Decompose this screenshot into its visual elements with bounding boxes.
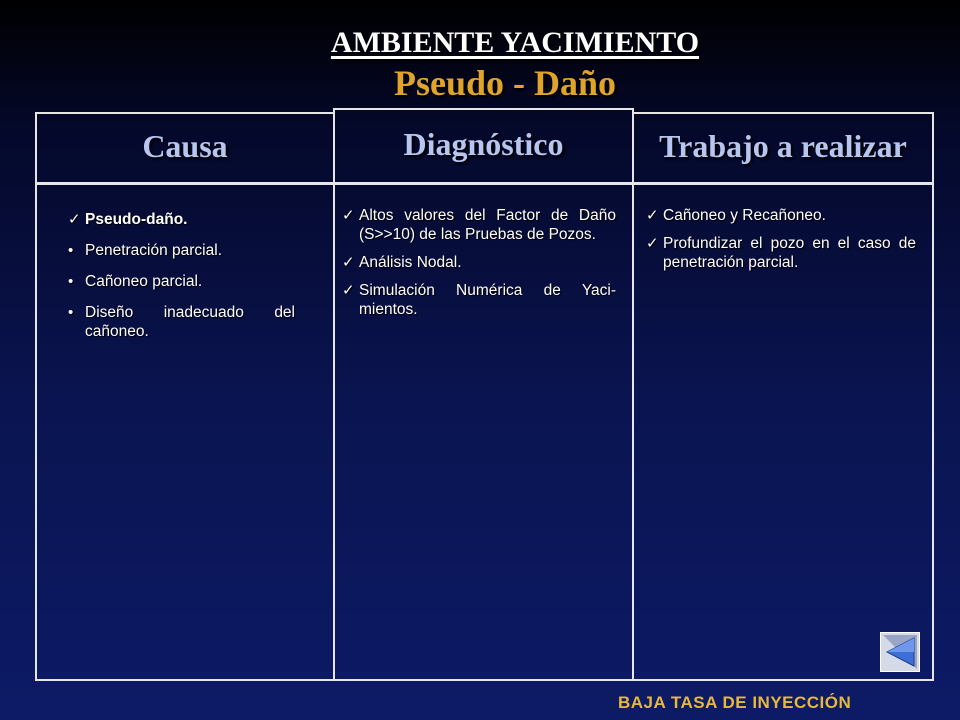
list-item-text: Simulación Numérica de Yaci-mientos. (359, 282, 616, 318)
slide-subtitle: Pseudo - Daño (393, 63, 617, 103)
bullet-icon: • (68, 273, 74, 290)
column-heading-causa: Causa (142, 128, 228, 164)
list-item (646, 206, 916, 225)
list-item (342, 206, 616, 244)
list-item (68, 210, 295, 229)
list-item-text: Pseudo-daño. (85, 211, 188, 228)
list-item (68, 241, 295, 260)
list-item (68, 272, 295, 291)
back-arrow-icon (881, 633, 919, 671)
causa-list (68, 210, 295, 353)
check-icon: ✓ (646, 207, 659, 224)
column-heading-diagnostico: Diagnóstico (403, 126, 564, 162)
list-item (68, 303, 295, 341)
bullet-icon: • (68, 242, 74, 259)
list-item (342, 253, 616, 272)
list-item-text: Penetración parcial. (85, 242, 222, 259)
trabajo-list (646, 206, 916, 281)
slide-title: AMBIENTE YACIMIENTO (330, 26, 700, 59)
list-item-text: Profundizar el pozo en el caso de penetración parcial. (663, 235, 916, 271)
footer-label: BAJA TASA DE INYECCIÓN (618, 693, 852, 712)
check-icon: ✓ (342, 254, 355, 271)
bullet-icon: • (68, 304, 74, 321)
check-icon: ✓ (342, 207, 355, 224)
list-item-text: Diseño inadecuado del cañoneo. (85, 304, 295, 340)
check-icon: ✓ (68, 211, 81, 228)
list-item-text: Altos valores del Factor de Daño (S>>10) de las Pruebas de Pozos. (359, 207, 616, 243)
check-icon: ✓ (342, 282, 355, 299)
column-heading-trabajo: Trabajo a realizar (659, 128, 907, 164)
list-item (646, 234, 916, 272)
back-button[interactable] (880, 632, 920, 672)
list-item-text: Cañoneo parcial. (85, 273, 203, 290)
list-item-text: Cañoneo y Recañoneo. (663, 207, 826, 224)
list-item-text: Análisis Nodal. (359, 254, 462, 271)
diagnostico-list (342, 206, 616, 328)
check-icon: ✓ (646, 235, 659, 252)
list-item (342, 281, 616, 319)
